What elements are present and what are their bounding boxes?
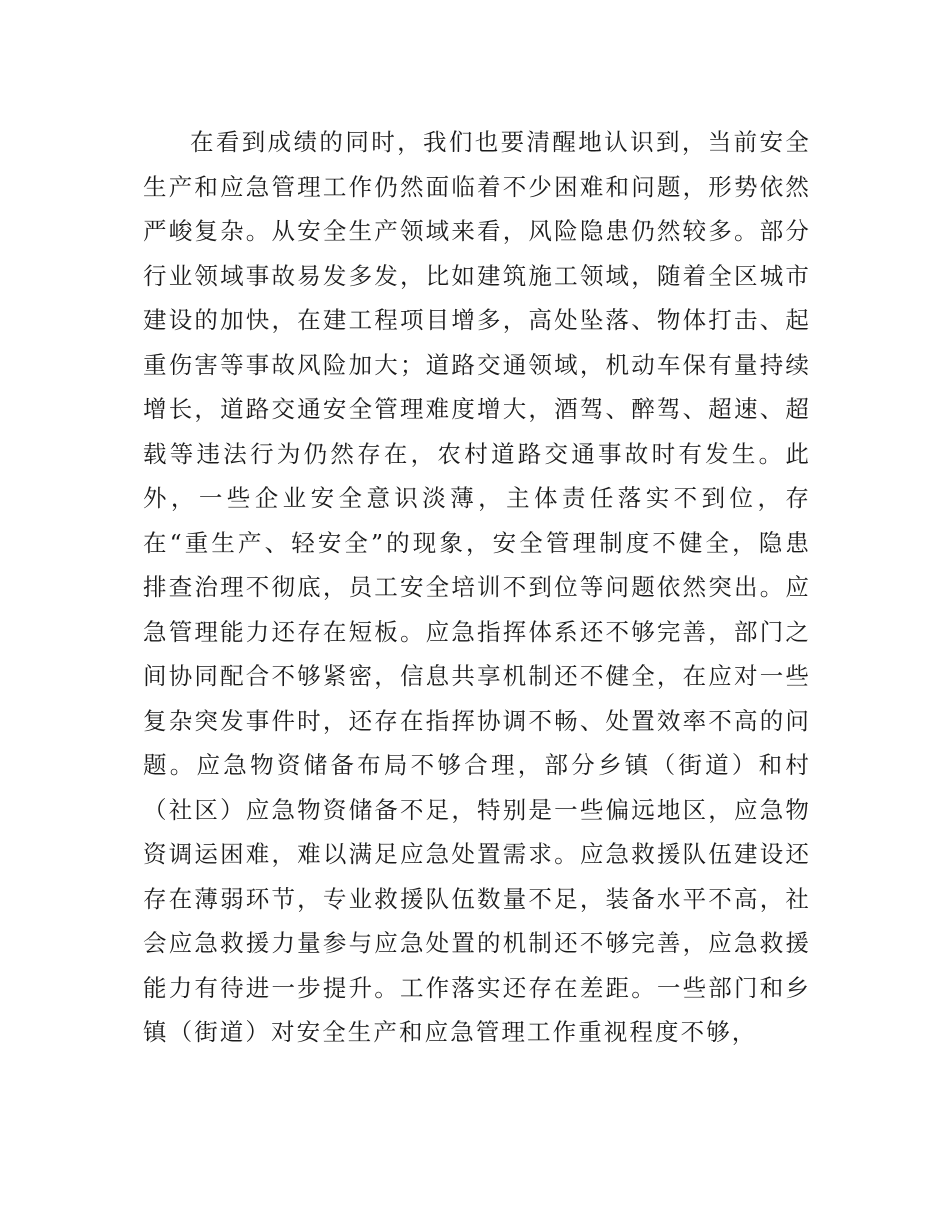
body-paragraph: 在看到成绩的同时，我们也要清醒地认识到，当前安全生产和应急管理工作仍然面临着不少困难和问题，形势依然严峻复杂。从安全生产领域来看，风险隐患仍然较多。部分行业领域事故易发多发，比如建筑施工领域，随着全区城市建设的加快，在建工程项目增多，高处坠落、物体打击、起重伤害等事故风险加大；道路交通领域，机动车保有量持续增长，道路交通安全管理难度增大，酒驾、醉驾、超速、超载等违法行为仍然存在，农村道路交通事故时有发生。此外，一些企业安全意识淡薄，主体责任落实不到位，存在“重生产、轻安全”的现象，安全管理制度不健全，隐患排查治理不彻底，员工安全培训不到位等问题依然突出。应急管理能力还存在短板。应急指挥体系还不够完善，部门之间协同配合不够紧密，信息共享机制还不健全，在应对一些复杂突发事件时，还存在指挥协调不畅、处置效率不高的问题。应急物资储备布局不够合理，部分乡镇（街道）和村（社区）应急物资储备不足，特别是一些偏远地区，应急物资调运困难，难以满足应急处置需求。应急救援队伍建设还存在薄弱环节，专业救援队伍数量不足，装备水平不高，社会应急救援力量参与应急处置的机制还不够完善，应急救援能力有待进一步提升。工作落实还存在差距。一些部门和乡镇（街道）对安全生产和应急管理工作重视程度不够， — [143, 128, 811, 1046]
